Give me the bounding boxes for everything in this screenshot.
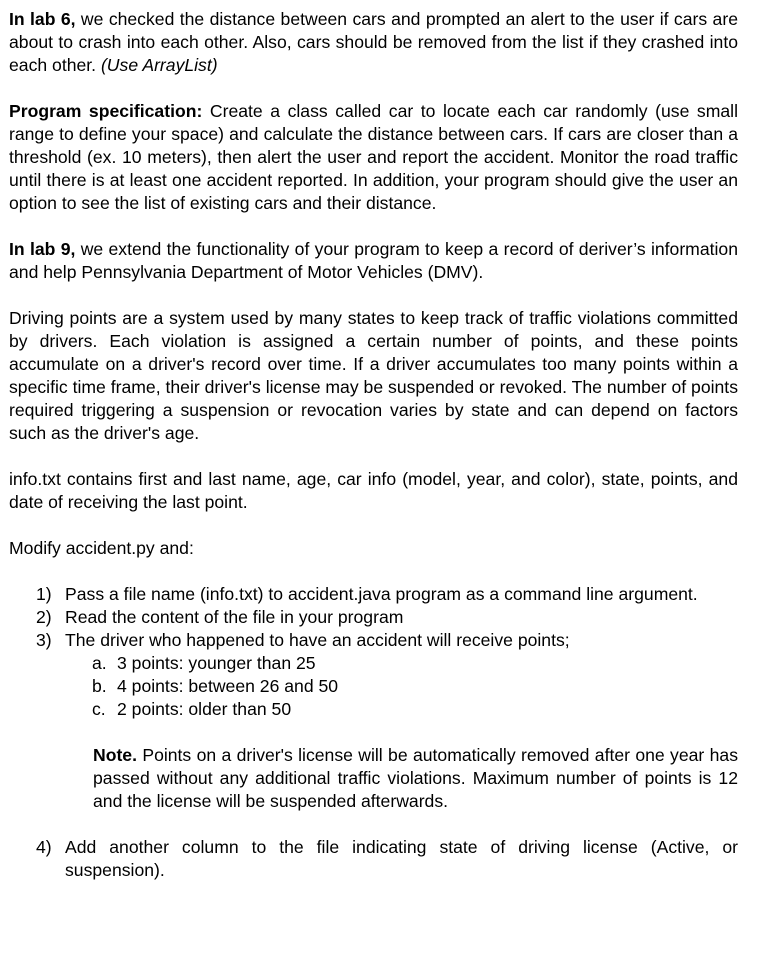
step-item <box>9 629 738 721</box>
step-item <box>9 836 738 882</box>
substep-item <box>65 698 738 721</box>
step-item <box>9 606 738 629</box>
substep-letter: a. <box>92 653 107 673</box>
lab9-heading: In lab 9, <box>9 239 76 259</box>
substep-item <box>65 675 738 698</box>
program-spec-paragraph <box>9 100 738 215</box>
step-text: Add another column to the file indicating state of driving license (Active, or suspension). <box>65 837 738 880</box>
step-text: Pass a file name (info.txt) to accident.java program as a command line argument. <box>65 584 698 604</box>
step-number: 2) <box>36 607 52 627</box>
modify-instruction: Modify accident.py and: <box>9 538 194 558</box>
lab9-paragraph <box>9 238 738 284</box>
step-item <box>9 583 738 606</box>
note-heading: Note. <box>93 745 137 765</box>
step-number: 4) <box>36 837 52 857</box>
step-text: Read the content of the file in your program <box>65 607 404 627</box>
program-spec-heading: Program specification: <box>9 101 203 121</box>
steps-list-continued <box>9 836 738 882</box>
note-paragraph <box>93 744 738 813</box>
lab6-paragraph <box>9 8 738 77</box>
step-text: The driver who happened to have an accident will receive points; <box>65 630 570 650</box>
driving-points-paragraph: Driving points are a system used by many states to keep track of traffic violations committed by drivers. Each violation is assigned a certain number of points, and these points accumulate on a driver's record over time. If a driver accumulates too many points within a specific time frame, their driver's license may be suspended or revoked. The number of points required triggering a suspension or revocation varies by state and can depend on factors such as the driver's age. <box>9 308 738 443</box>
document-body <box>9 8 738 882</box>
info-file-paragraph: info.txt contains first and last name, age, car info (model, year, and color), state, points, and date of receiving the last point. <box>9 469 738 512</box>
lab9-text: we extend the functionality of your program to keep a record of deriver’s information and help Pennsylvania Department of Motor Vehicles (DMV). <box>9 239 738 282</box>
program-spec-text: Create a class called car to locate each car randomly (use small range to define your space) and calculate the distance between cars. If cars are closer than a threshold (ex. 10 meters), then alert the user and report the accident. Monitor the road traffic until there is at least one accident reported. In addition, your program should give the user an option to see the list of existing cars and their distance. <box>9 101 738 213</box>
step-number: 1) <box>36 584 52 604</box>
lab6-heading: In lab 6, <box>9 9 76 29</box>
substep-text: 3 points: younger than 25 <box>117 653 316 673</box>
lab6-text: we checked the distance between cars and prompted an alert to the user if cars are about to crash into each other. Also, cars should be removed from the list if they crashed into each other. <box>9 9 738 75</box>
steps-list <box>9 583 738 721</box>
substep-item <box>65 652 738 675</box>
substep-letter: b. <box>92 676 107 696</box>
lab6-note: (Use ArrayList) <box>100 55 218 75</box>
note-text: Points on a driver's license will be automatically removed after one year has passed without any additional traffic violations. Maximum number of points is 12 and the license will be suspended afterwards. <box>93 745 738 811</box>
substep-text: 4 points: between 26 and 50 <box>117 676 339 696</box>
substep-letter: c. <box>92 699 106 719</box>
substep-text: 2 points: older than 50 <box>117 699 292 719</box>
substeps-list <box>65 652 738 721</box>
step-number: 3) <box>36 630 52 650</box>
